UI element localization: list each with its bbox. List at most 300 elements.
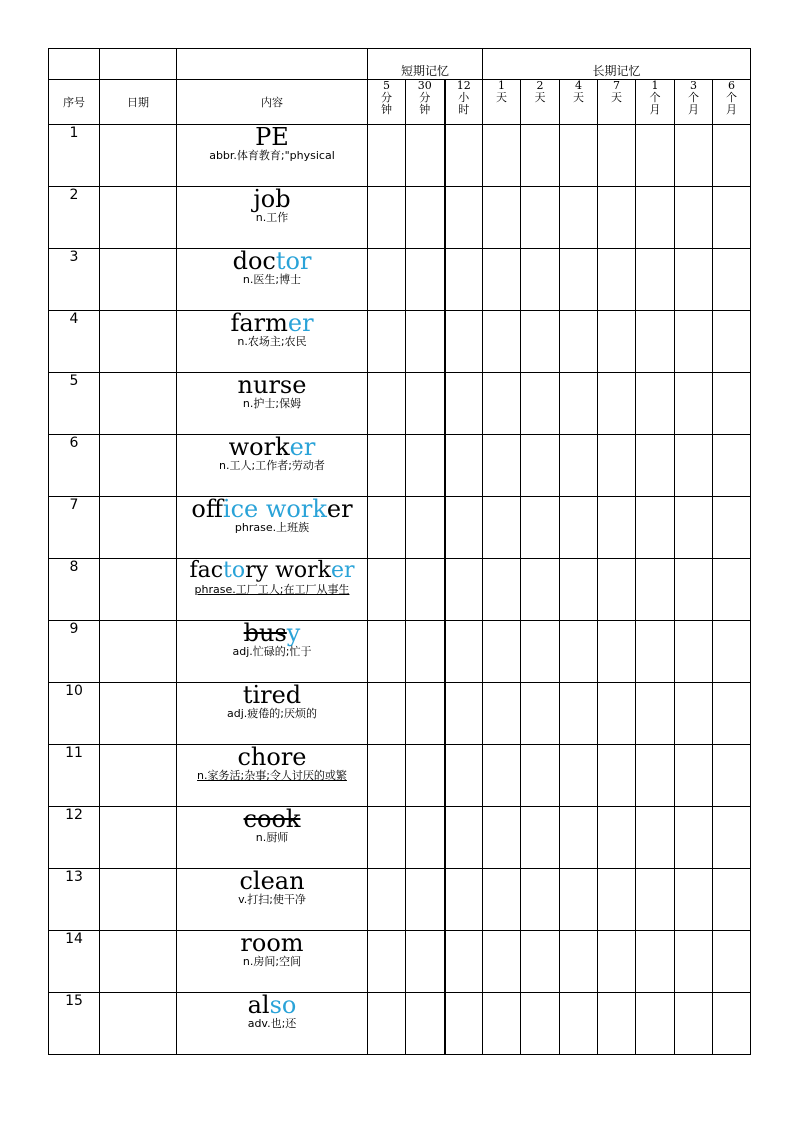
short-interval-header <box>445 80 483 125</box>
interval-text: 天 <box>534 91 546 104</box>
review-check-cell[interactable] <box>598 125 636 187</box>
review-check-cell[interactable] <box>675 745 713 807</box>
short-interval-header <box>368 80 406 125</box>
review-check-cell[interactable] <box>483 683 521 745</box>
review-check-cell[interactable] <box>445 311 483 373</box>
word-segment: nurse <box>237 372 307 399</box>
word-cell <box>177 683 368 745</box>
review-check-cell[interactable] <box>636 745 675 807</box>
row-number: 1 <box>49 125 100 187</box>
review-check-cell[interactable] <box>560 125 598 187</box>
review-check-cell[interactable] <box>636 249 675 311</box>
review-check-cell[interactable] <box>483 373 521 435</box>
review-check-cell[interactable] <box>406 559 445 621</box>
table-row <box>49 559 751 621</box>
review-check-cell[interactable] <box>636 931 675 993</box>
interval-text: 分 <box>419 91 431 104</box>
review-check-cell[interactable] <box>445 993 483 1055</box>
review-check-cell[interactable] <box>598 497 636 559</box>
table-row <box>49 125 751 187</box>
review-check-cell[interactable] <box>560 559 598 621</box>
interval-text: 2 <box>536 79 544 92</box>
review-check-cell[interactable] <box>675 311 713 373</box>
interval-text: 1 <box>498 79 506 92</box>
review-check-cell[interactable] <box>368 869 406 931</box>
review-check-cell[interactable] <box>713 373 751 435</box>
interval-text: 个 <box>649 91 661 104</box>
review-check-cell[interactable] <box>713 869 751 931</box>
review-check-cell[interactable] <box>521 497 560 559</box>
review-check-cell[interactable] <box>636 683 675 745</box>
review-check-cell[interactable] <box>560 931 598 993</box>
word-segment: doc <box>232 248 276 275</box>
vocab-word <box>177 373 367 397</box>
word-segment: al <box>247 992 270 1019</box>
review-check-cell[interactable] <box>598 559 636 621</box>
review-check-cell[interactable] <box>483 931 521 993</box>
word-cell <box>177 187 368 249</box>
review-check-cell[interactable] <box>406 435 445 497</box>
review-check-cell[interactable] <box>368 931 406 993</box>
review-check-cell[interactable] <box>368 993 406 1055</box>
word-segment: tired <box>242 682 302 709</box>
table-row <box>49 187 751 249</box>
review-check-cell[interactable] <box>636 435 675 497</box>
row-number: 2 <box>49 187 100 249</box>
word-segment: clean <box>239 868 305 895</box>
review-check-cell[interactable] <box>483 745 521 807</box>
review-check-cell[interactable] <box>713 683 751 745</box>
word-definition: n.厨师 <box>255 831 289 844</box>
review-check-cell[interactable] <box>521 621 560 683</box>
interval-text: 12 <box>456 79 471 92</box>
word-segment: tor <box>275 248 312 275</box>
word-segment: fac <box>189 558 224 583</box>
review-check-cell[interactable] <box>560 869 598 931</box>
interval-text: 个 <box>688 91 700 104</box>
review-check-cell[interactable] <box>598 683 636 745</box>
review-check-cell[interactable] <box>483 187 521 249</box>
word-segment: to <box>223 558 246 583</box>
table-row <box>49 621 751 683</box>
review-check-cell[interactable] <box>368 373 406 435</box>
review-check-cell[interactable] <box>406 745 445 807</box>
table-row <box>49 745 751 807</box>
vocab-word <box>177 807 367 831</box>
review-check-cell[interactable] <box>445 931 483 993</box>
review-check-cell[interactable] <box>598 745 636 807</box>
review-check-cell[interactable] <box>636 497 675 559</box>
review-check-cell[interactable] <box>368 745 406 807</box>
vocab-word <box>177 125 367 149</box>
review-check-cell[interactable] <box>598 931 636 993</box>
short-interval-header <box>406 80 445 125</box>
review-check-cell[interactable] <box>368 125 406 187</box>
date-cell[interactable] <box>100 869 177 931</box>
word-definition: n.护士;保姆 <box>242 397 302 410</box>
vocab-word <box>177 249 367 273</box>
date-cell[interactable] <box>100 745 177 807</box>
review-check-cell[interactable] <box>445 621 483 683</box>
word-segment: er <box>326 496 353 523</box>
review-check-cell[interactable] <box>713 249 751 311</box>
word-cell <box>177 125 368 187</box>
review-check-cell[interactable] <box>713 621 751 683</box>
review-check-cell[interactable] <box>675 683 713 745</box>
row-number: 14 <box>49 931 100 993</box>
word-cell <box>177 869 368 931</box>
row-number: 9 <box>49 621 100 683</box>
review-check-cell[interactable] <box>675 993 713 1055</box>
table-row <box>49 931 751 993</box>
review-check-cell[interactable] <box>368 497 406 559</box>
word-segment: y <box>286 620 301 647</box>
review-check-cell[interactable] <box>483 621 521 683</box>
word-segment: of <box>191 496 223 523</box>
review-check-cell[interactable] <box>675 435 713 497</box>
group-header-row <box>49 49 751 80</box>
review-check-cell[interactable] <box>406 373 445 435</box>
interval-text: 钟 <box>419 103 431 116</box>
interval-text: 时 <box>458 103 470 116</box>
interval-text: 月 <box>649 103 661 116</box>
date-cell[interactable] <box>100 125 177 187</box>
review-check-cell[interactable] <box>560 311 598 373</box>
date-cell[interactable] <box>100 249 177 311</box>
long-term-memory-header: 长期记忆 <box>483 49 751 80</box>
word-segment: farm <box>230 310 288 337</box>
review-check-cell[interactable] <box>598 869 636 931</box>
word-segment: er <box>287 310 314 337</box>
word-segment: so <box>269 992 297 1019</box>
word-segment: er <box>289 434 316 461</box>
word-definition: n.家务活;杂事;令人讨厌的或繁 <box>197 769 347 782</box>
vocab-word <box>177 993 367 1017</box>
review-check-cell[interactable] <box>445 435 483 497</box>
review-check-cell[interactable] <box>483 807 521 869</box>
interval-text: 分 <box>381 91 392 104</box>
review-check-cell[interactable] <box>406 807 445 869</box>
date-cell[interactable] <box>100 187 177 249</box>
date-cell[interactable] <box>100 993 177 1055</box>
word-cell <box>177 497 368 559</box>
long-interval-header <box>713 80 751 125</box>
blank-cell <box>177 49 368 80</box>
word-definition: n.工人;工作者;劳动者 <box>219 459 325 472</box>
review-check-cell[interactable] <box>406 311 445 373</box>
review-check-cell[interactable] <box>445 497 483 559</box>
word-cell <box>177 373 368 435</box>
row-number: 5 <box>49 373 100 435</box>
review-check-cell[interactable] <box>713 497 751 559</box>
short-term-memory-header: 短期记忆 <box>368 49 483 80</box>
review-check-cell[interactable] <box>445 125 483 187</box>
review-check-cell[interactable] <box>636 311 675 373</box>
vocab-word <box>177 621 367 645</box>
interval-text: 6 <box>728 79 736 92</box>
blank-cell <box>49 49 100 80</box>
review-check-cell[interactable] <box>445 683 483 745</box>
long-interval-header <box>560 80 598 125</box>
interval-text: 天 <box>496 91 508 104</box>
review-check-cell[interactable] <box>598 807 636 869</box>
review-check-cell[interactable] <box>675 373 713 435</box>
review-check-cell[interactable] <box>598 249 636 311</box>
review-check-cell[interactable] <box>713 745 751 807</box>
interval-text: 月 <box>688 103 700 116</box>
interval-text: 天 <box>611 91 623 104</box>
word-segment: ry work <box>245 558 331 583</box>
review-check-cell[interactable] <box>598 187 636 249</box>
review-check-cell[interactable] <box>445 745 483 807</box>
word-definition: n.工作 <box>255 211 289 224</box>
review-check-cell[interactable] <box>560 497 598 559</box>
review-check-cell[interactable] <box>560 621 598 683</box>
table-row <box>49 249 751 311</box>
date-cell[interactable] <box>100 497 177 559</box>
word-segment: room <box>240 930 304 957</box>
row-number: 13 <box>49 869 100 931</box>
review-check-cell[interactable] <box>598 621 636 683</box>
word-definition: abbr.体育教育;"physical <box>209 149 335 162</box>
vocab-word <box>177 497 367 521</box>
review-check-cell[interactable] <box>713 931 751 993</box>
review-check-cell[interactable] <box>483 869 521 931</box>
word-cell <box>177 621 368 683</box>
review-check-cell[interactable] <box>675 125 713 187</box>
vocabulary-review-sheet <box>48 48 751 1063</box>
review-check-cell[interactable] <box>560 807 598 869</box>
review-check-cell[interactable] <box>560 249 598 311</box>
review-check-cell[interactable] <box>560 745 598 807</box>
interval-text: 钟 <box>381 103 392 116</box>
review-check-cell[interactable] <box>368 807 406 869</box>
vocab-word <box>177 311 367 335</box>
date-cell[interactable] <box>100 435 177 497</box>
review-check-cell[interactable] <box>560 683 598 745</box>
review-check-cell[interactable] <box>521 683 560 745</box>
review-check-cell[interactable] <box>521 931 560 993</box>
review-check-cell[interactable] <box>521 559 560 621</box>
review-check-cell[interactable] <box>598 311 636 373</box>
review-check-cell[interactable] <box>636 187 675 249</box>
vocab-word <box>177 559 367 583</box>
review-check-cell[interactable] <box>521 745 560 807</box>
review-check-cell[interactable] <box>445 559 483 621</box>
review-check-cell[interactable] <box>636 993 675 1055</box>
word-segment: job <box>253 186 291 213</box>
word-segment: fice work <box>222 496 327 523</box>
word-definition: adj.疲倦的;厌烦的 <box>227 707 317 720</box>
review-check-cell[interactable] <box>445 187 483 249</box>
memory-table <box>48 48 751 1055</box>
word-definition: adj.忙碌的;忙于 <box>232 645 312 658</box>
review-check-cell[interactable] <box>675 187 713 249</box>
word-segment: chore <box>237 744 307 771</box>
review-check-cell[interactable] <box>598 435 636 497</box>
row-number: 8 <box>49 559 100 621</box>
review-check-cell[interactable] <box>368 311 406 373</box>
review-check-cell[interactable] <box>406 869 445 931</box>
table-row <box>49 497 751 559</box>
review-check-cell[interactable] <box>713 435 751 497</box>
review-check-cell[interactable] <box>675 249 713 311</box>
long-interval-header <box>483 80 521 125</box>
review-check-cell[interactable] <box>521 869 560 931</box>
review-check-cell[interactable] <box>368 683 406 745</box>
table-row <box>49 683 751 745</box>
vocab-word <box>177 745 367 769</box>
review-check-cell[interactable] <box>560 435 598 497</box>
date-cell[interactable] <box>100 807 177 869</box>
review-check-cell[interactable] <box>713 807 751 869</box>
review-check-cell[interactable] <box>598 373 636 435</box>
interval-text: 个 <box>726 91 738 104</box>
word-definition: n.医生;博士 <box>242 273 302 286</box>
review-check-cell[interactable] <box>406 621 445 683</box>
review-check-cell[interactable] <box>713 125 751 187</box>
review-check-cell[interactable] <box>521 435 560 497</box>
review-check-cell[interactable] <box>445 807 483 869</box>
review-check-cell[interactable] <box>675 621 713 683</box>
interval-text: 小 <box>458 91 470 104</box>
review-check-cell[interactable] <box>560 373 598 435</box>
review-check-cell[interactable] <box>483 249 521 311</box>
vocab-word <box>177 931 367 955</box>
review-check-cell[interactable] <box>406 931 445 993</box>
date-cell[interactable] <box>100 621 177 683</box>
word-cell <box>177 435 368 497</box>
review-check-cell[interactable] <box>368 435 406 497</box>
review-check-cell[interactable] <box>675 869 713 931</box>
interval-text: 天 <box>573 91 585 104</box>
interval-text: 月 <box>726 103 738 116</box>
review-check-cell[interactable] <box>675 807 713 869</box>
word-definition: v.打扫;使干净 <box>238 893 306 906</box>
table-row <box>49 993 751 1055</box>
word-segment: cook <box>243 806 301 833</box>
review-check-cell[interactable] <box>598 993 636 1055</box>
row-number: 11 <box>49 745 100 807</box>
long-interval-header <box>675 80 713 125</box>
long-interval-header <box>636 80 675 125</box>
word-segment: bus <box>243 620 287 647</box>
review-check-cell[interactable] <box>368 559 406 621</box>
row-number: 3 <box>49 249 100 311</box>
review-check-cell[interactable] <box>521 311 560 373</box>
date-cell[interactable] <box>100 683 177 745</box>
word-segment: work <box>228 434 290 461</box>
review-check-cell[interactable] <box>445 249 483 311</box>
review-check-cell[interactable] <box>560 187 598 249</box>
word-segment: PE <box>255 124 289 151</box>
review-check-cell[interactable] <box>483 497 521 559</box>
date-cell[interactable] <box>100 931 177 993</box>
review-check-cell[interactable] <box>636 559 675 621</box>
row-number: 6 <box>49 435 100 497</box>
table-row <box>49 373 751 435</box>
vocab-word <box>177 187 367 211</box>
review-check-cell[interactable] <box>636 807 675 869</box>
date-header: 日期 <box>100 80 177 125</box>
review-check-cell[interactable] <box>368 621 406 683</box>
review-check-cell[interactable] <box>483 435 521 497</box>
review-check-cell[interactable] <box>521 807 560 869</box>
review-check-cell[interactable] <box>521 993 560 1055</box>
review-check-cell[interactable] <box>713 559 751 621</box>
word-cell <box>177 745 368 807</box>
review-check-cell[interactable] <box>675 497 713 559</box>
seq-header: 序号 <box>49 80 100 125</box>
review-check-cell[interactable] <box>713 993 751 1055</box>
date-cell[interactable] <box>100 311 177 373</box>
review-check-cell[interactable] <box>406 993 445 1055</box>
review-check-cell[interactable] <box>445 373 483 435</box>
review-check-cell[interactable] <box>483 559 521 621</box>
review-check-cell[interactable] <box>368 187 406 249</box>
word-definition: phrase.工厂工人;在工厂从事生 <box>194 583 350 596</box>
review-check-cell[interactable] <box>675 931 713 993</box>
review-check-cell[interactable] <box>713 187 751 249</box>
word-definition: adv.也;还 <box>247 1017 297 1030</box>
interval-text: 7 <box>613 79 621 92</box>
review-check-cell[interactable] <box>521 373 560 435</box>
row-number: 7 <box>49 497 100 559</box>
date-cell[interactable] <box>100 559 177 621</box>
review-check-cell[interactable] <box>406 249 445 311</box>
review-check-cell[interactable] <box>521 249 560 311</box>
date-cell[interactable] <box>100 373 177 435</box>
review-check-cell[interactable] <box>483 311 521 373</box>
review-check-cell[interactable] <box>636 373 675 435</box>
vocab-word <box>177 683 367 707</box>
review-check-cell[interactable] <box>368 249 406 311</box>
vocab-word <box>177 869 367 893</box>
review-check-cell[interactable] <box>636 621 675 683</box>
long-interval-header <box>598 80 636 125</box>
review-check-cell[interactable] <box>675 559 713 621</box>
review-check-cell[interactable] <box>521 187 560 249</box>
review-check-cell[interactable] <box>521 125 560 187</box>
review-check-cell[interactable] <box>483 993 521 1055</box>
review-check-cell[interactable] <box>483 125 521 187</box>
long-interval-header <box>521 80 560 125</box>
word-definition: n.房间;空间 <box>242 955 302 968</box>
interval-text: 3 <box>690 79 698 92</box>
review-check-cell[interactable] <box>445 869 483 931</box>
review-check-cell[interactable] <box>636 869 675 931</box>
review-check-cell[interactable] <box>560 993 598 1055</box>
table-row <box>49 311 751 373</box>
row-number: 4 <box>49 311 100 373</box>
vocab-word <box>177 435 367 459</box>
word-cell <box>177 311 368 373</box>
word-cell <box>177 807 368 869</box>
review-check-cell[interactable] <box>406 497 445 559</box>
word-cell <box>177 249 368 311</box>
review-check-cell[interactable] <box>636 125 675 187</box>
row-number: 15 <box>49 993 100 1055</box>
table-row <box>49 807 751 869</box>
review-check-cell[interactable] <box>406 187 445 249</box>
review-check-cell[interactable] <box>406 683 445 745</box>
interval-text: 1 <box>651 79 659 92</box>
word-cell <box>177 559 368 621</box>
word-cell <box>177 993 368 1055</box>
review-check-cell[interactable] <box>406 125 445 187</box>
row-number: 12 <box>49 807 100 869</box>
review-check-cell[interactable] <box>713 311 751 373</box>
